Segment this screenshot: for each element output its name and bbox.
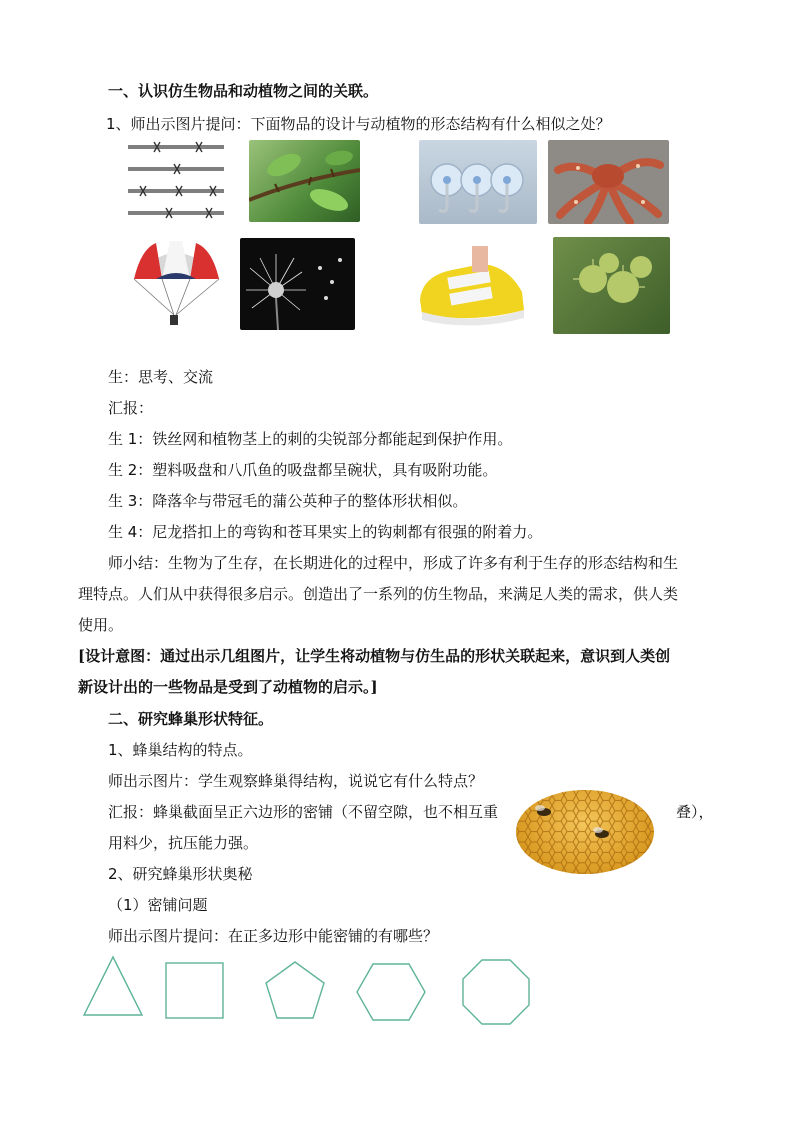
pentagon-shape bbox=[264, 960, 326, 1020]
section2-question: 师出示图片提问：在正多边形中能密铺的有哪些？ bbox=[108, 927, 439, 945]
section2-heading: 二、研究蜂巢形状特征。 bbox=[108, 710, 274, 728]
suction-hooks-image bbox=[419, 140, 537, 224]
barbed-wire-image bbox=[126, 140, 226, 222]
parachute-image bbox=[126, 237, 227, 330]
section2-sub2-1: （1）密铺问题 bbox=[108, 896, 208, 914]
student-think: 生：思考、交流 bbox=[108, 368, 214, 386]
honeycomb-image bbox=[516, 790, 654, 874]
hexagon-shape bbox=[355, 962, 427, 1022]
report-2: 生 2：塑料吸盘和八爪鱼的吸盘都呈碗状，具有吸附功能。 bbox=[108, 461, 498, 479]
octagon-shape bbox=[461, 958, 531, 1026]
square-shape bbox=[165, 962, 225, 1020]
section2-sub2: 2、研究蜂巢形状奥秘 bbox=[108, 865, 253, 883]
report-1: 生 1：铁丝网和植物茎上的刺的尖锐部分都能起到保护作用。 bbox=[108, 430, 513, 448]
octopus-image bbox=[548, 140, 669, 224]
velcro-shoe-image bbox=[412, 240, 530, 332]
honeycomb-report-b: 用料少，抗压能力强。 bbox=[108, 834, 259, 852]
report-3: 生 3：降落伞与带冠毛的蒲公英种子的整体形状相似。 bbox=[108, 492, 468, 510]
report-label: 汇报： bbox=[108, 399, 154, 417]
section1-question: 1、师出示图片提问：下面物品的设计与动植物的形态结构有什么相似之处？ bbox=[106, 115, 611, 133]
triangle-shape bbox=[82, 955, 144, 1017]
design-intent-line-1: [设计意图：通过出示几组图片，让学生将动植物与仿生品的形状关联起来，意识到人类创 bbox=[78, 647, 671, 665]
section2-sub1: 1、蜂巢结构的特点。 bbox=[108, 741, 253, 759]
report-4: 生 4：尼龙搭扣上的弯钩和苍耳果实上的钩刺都有很强的附着力。 bbox=[108, 523, 543, 541]
design-intent-line-2: 新设计出的一些物品是受到了动植物的启示。] bbox=[78, 678, 378, 696]
summary-line-1: 师小结：生物为了生存，在长期进化的过程中，形成了许多有利于生存的形态结构和生 bbox=[108, 554, 679, 572]
dandelion-image bbox=[240, 238, 355, 330]
section1-heading: 一、认识仿生物品和动植物之间的关联。 bbox=[108, 82, 379, 100]
summary-line-2: 理特点。人们从中获得很多启示。创造出了一系列的仿生物品，来满足人类的需求，供人类 bbox=[78, 585, 679, 603]
summary-line-3: 使用。 bbox=[78, 616, 124, 634]
honeycomb-report-a-end: 叠）， bbox=[676, 803, 714, 821]
teacher-show-honeycomb: 师出示图片：学生观察蜂巢得结构，说说它有什么特点？ bbox=[108, 772, 484, 790]
burdock-burr-image bbox=[553, 237, 670, 334]
honeycomb-report-a: 汇报：蜂巢截面呈正六边形的密铺（不留空隙，也不相互重 bbox=[108, 803, 499, 821]
thorny-stem-image bbox=[249, 140, 360, 222]
